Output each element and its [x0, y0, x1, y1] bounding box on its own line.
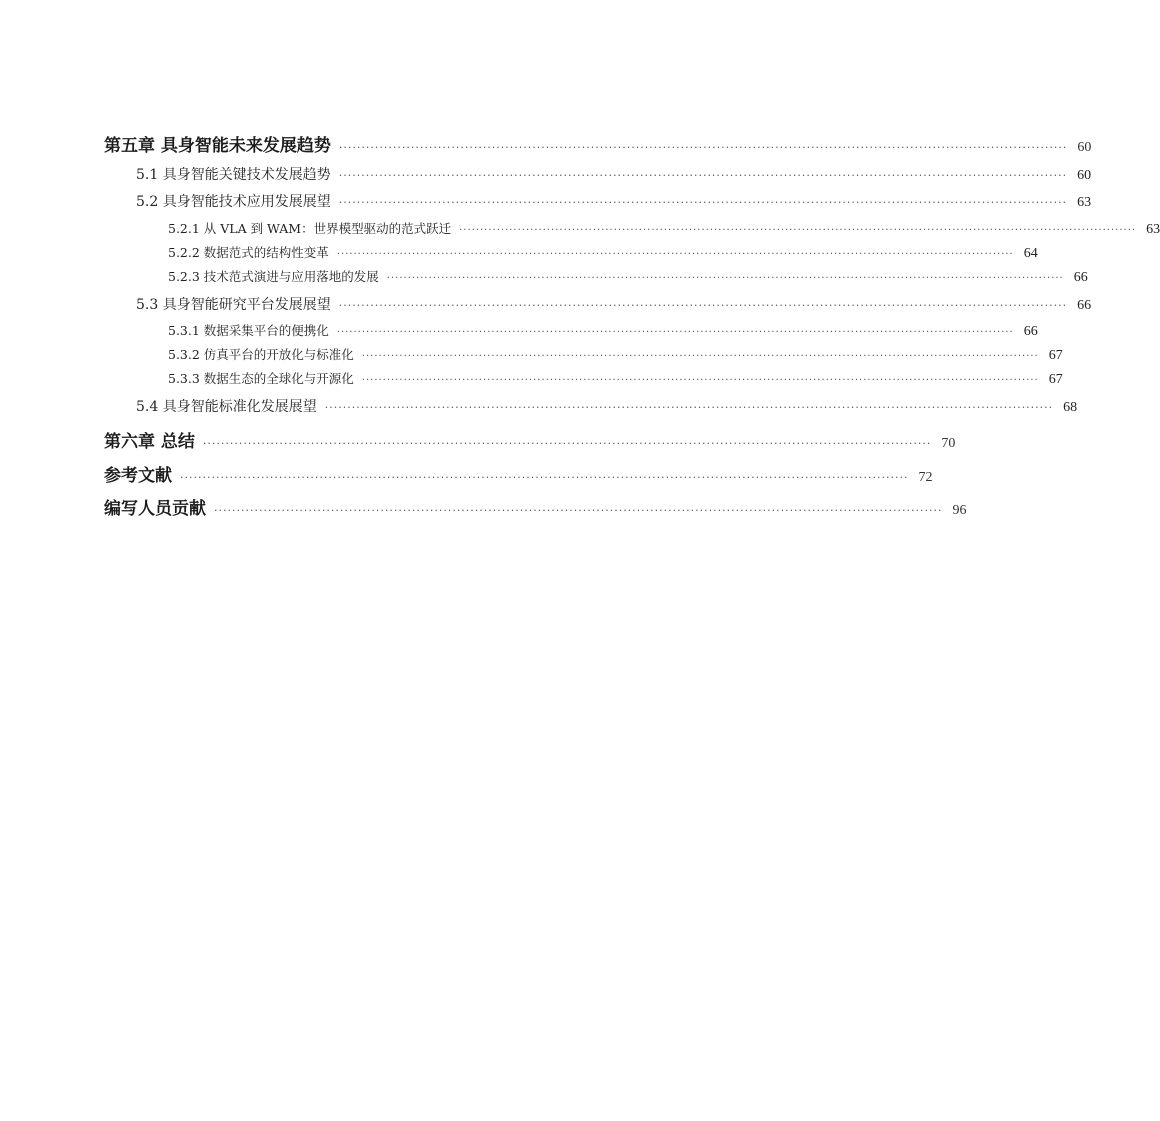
- toc-entry-5-3[interactable]: [136, 294, 1092, 314]
- toc-entry-page: 63: [1077, 195, 1092, 210]
- dot-leader: ··································································································································································: [180, 471, 909, 484]
- toc-entry-chapter-6[interactable]: [104, 427, 956, 452]
- dot-leader: ··································································································································································: [202, 437, 932, 450]
- toc-entry-title: 5.2 具身智能技术应用发展展望: [136, 194, 331, 210]
- toc-entry-references[interactable]: [104, 461, 933, 486]
- toc-entry-5-2[interactable]: [136, 191, 1092, 211]
- toc-entry-5-3-1[interactable]: [168, 321, 1038, 340]
- toc-entry-page: 64: [1023, 246, 1038, 261]
- toc-entry-5-2-3[interactable]: [168, 267, 1088, 286]
- toc-entry-page: 67: [1048, 372, 1063, 387]
- toc-entry-5-1[interactable]: [136, 164, 1092, 184]
- dot-leader: ··································································································································································: [336, 327, 1014, 338]
- toc-entry-title: 编写人员贡献: [104, 499, 206, 519]
- dot-leader: ··································································································································································: [214, 504, 943, 517]
- dot-leader: ··································································································································································: [386, 273, 1064, 284]
- toc-entry-title: 5.3 具身智能研究平台发展展望: [136, 297, 331, 313]
- toc-entry-title: 5.2.2 数据范式的结构性变革: [168, 245, 329, 260]
- toc-entry-title: 第五章 具身智能未来发展趋势: [104, 136, 331, 156]
- toc-entry-5-3-3[interactable]: [168, 369, 1063, 388]
- toc-entry-title: 参考文献: [104, 466, 172, 486]
- toc-entry-title: 5.3.2 仿真平台的开放化与标准化: [168, 347, 354, 362]
- toc-entry-page: 63: [1146, 222, 1160, 237]
- dot-leader: ··································································································································································: [338, 299, 1068, 312]
- toc-entry-page: 66: [1023, 324, 1038, 339]
- toc-entry-page: 68: [1063, 400, 1078, 415]
- dot-leader: ··································································································································································: [338, 141, 1068, 154]
- toc-entry-page: 72: [918, 470, 933, 485]
- dot-leader: ··································································································································································: [338, 169, 1068, 182]
- toc-entry-page: 66: [1073, 270, 1088, 285]
- dot-leader: ··································································································································································: [338, 196, 1068, 209]
- toc-entry-5-4[interactable]: [136, 396, 1078, 416]
- toc-entry-page: 66: [1077, 298, 1092, 313]
- toc-entry-contributors[interactable]: [104, 494, 967, 519]
- dot-leader: ··································································································································································: [361, 375, 1039, 386]
- toc-entry-title: 5.4 具身智能标准化发展展望: [136, 399, 317, 415]
- toc-entry-title: 5.2.3 技术范式演进与应用落地的发展: [168, 269, 379, 284]
- toc-entry-page: 70: [941, 436, 956, 451]
- dot-leader: ··································································································································································: [361, 351, 1039, 362]
- toc-entry-chapter-5[interactable]: [104, 131, 1092, 156]
- toc-entry-title: 5.1 具身智能关键技术发展趋势: [136, 167, 331, 183]
- toc-entry-title: 第六章 总结: [104, 432, 195, 452]
- toc-entry-page: 96: [952, 503, 967, 518]
- toc-entry-title: 5.3.3 数据生态的全球化与开源化: [168, 371, 354, 386]
- toc-entry-title: 5.2.1 从 VLA 到 WAM：世界模型驱动的范式跃迁: [168, 221, 452, 236]
- toc-entry-5-3-2[interactable]: [168, 345, 1063, 364]
- dot-leader: ··································································································································································: [324, 401, 1054, 414]
- toc-entry-page: 60: [1077, 140, 1092, 155]
- dot-leader: ··································································································································································: [459, 225, 1137, 236]
- toc-entry-title: 5.3.1 数据采集平台的便携化: [168, 323, 329, 338]
- toc-entry-5-2-1[interactable]: [168, 219, 1160, 238]
- toc-entry-page: 67: [1048, 348, 1063, 363]
- toc-entry-5-2-2[interactable]: [168, 243, 1038, 262]
- dot-leader: ··································································································································································: [336, 249, 1014, 260]
- toc-entry-page: 60: [1077, 168, 1092, 183]
